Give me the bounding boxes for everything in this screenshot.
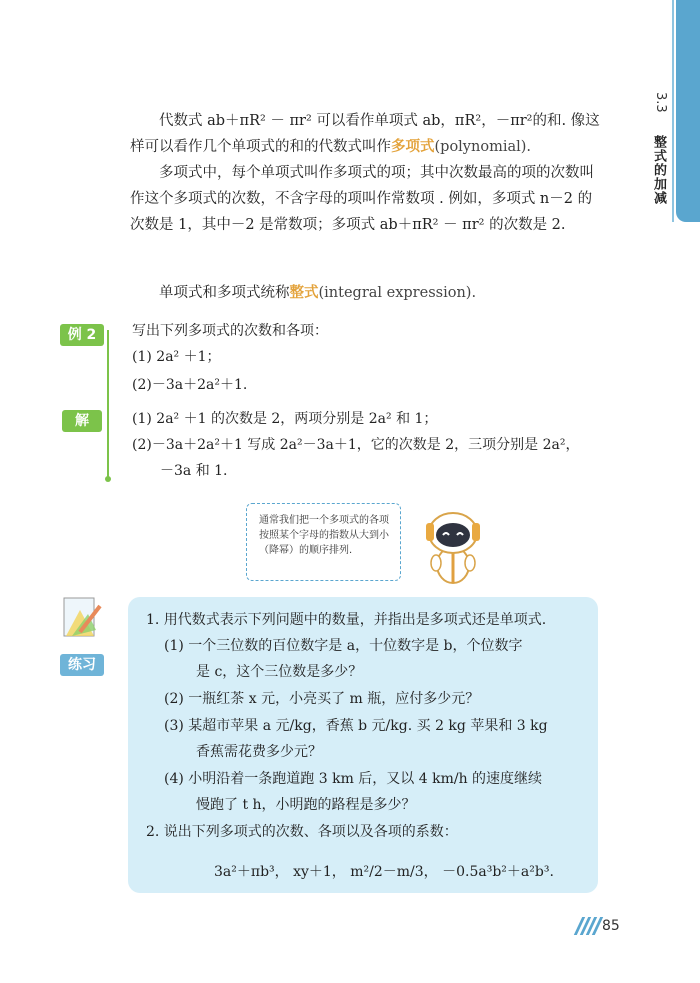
intro-p3-text: 单项式和多项式统称 [159, 285, 290, 301]
intro-paragraph-2: 多项式中，每个单项式叫作多项式的项；其中次数最高的项的次数叫作这个多项式的次数，不含字母的项叫作常数项 . 例如，多项式 n－2 的次数是 1，其中－2 是常数项；多项式 ab＋πR² － πr² 的次数是 2. [130, 165, 594, 233]
intro-paragraph-3 [130, 280, 600, 306]
exercise-q1-1a: (1) 一个三位数的百位数字是 a，十位数字是 b，个位数字 [164, 638, 523, 654]
term-polynomial-en: (polynomial). [434, 139, 532, 155]
exercise-q1-2: (2) 一瓶红茶 x 元，小亮买了 m 瓶，应付多少元？ [164, 691, 480, 707]
example-prompt: 写出下列多项式的次数和各项： [132, 323, 328, 339]
chapter-number: 3.3 [653, 92, 668, 113]
solution-line-1: (1) 2a² ＋1 的次数是 2，两项分别是 2a² 和 1； [132, 411, 438, 427]
term-integral-expression-en: (integral expression). [318, 285, 477, 301]
exercise-q1-3a: (3) 某超市苹果 a 元/kg，香蕉 b 元/kg. 买 2 kg 苹果和 3 kg [164, 718, 548, 734]
example-tag: 例 2 [60, 324, 104, 346]
term-integral-expression: 整式 [289, 285, 319, 301]
note-bubble: 通常我们把一个多项式的各项按照某个字母的指数从大到小（降幂）的顺序排列. [246, 503, 401, 581]
example-item-1: (1) 2a² ＋1； [132, 349, 221, 365]
robot-mascot-icon [412, 505, 494, 585]
page-number: 85 [602, 918, 620, 934]
chapter-title: 整式的加减 [651, 135, 666, 205]
exercise-pencil-icon [60, 592, 108, 644]
solution-tag: 解 [62, 410, 102, 432]
example-vertical-rule [107, 330, 109, 480]
solution-line-2: (2)－3a＋2a²＋1 写成 2a²－3a＋1，它的次数是 2，三项分别是 2a²， [132, 437, 580, 453]
term-polynomial: 多项式 [391, 139, 435, 155]
exercise-q2-expression: 3a²＋πb³， xy＋1， m²/2－m/3， －0.5a³b²＋a²b³. [214, 864, 554, 880]
solution-line-3: －3a 和 1. [160, 463, 228, 479]
exercise-q1-3b: 香蕉需花费多少元？ [196, 744, 322, 760]
exercise-tag: 练习 [60, 654, 104, 676]
intro-paragraph-1 [130, 108, 600, 160]
exercise-q2: 2. 说出下列多项式的次数、各项以及各项的系数： [146, 824, 458, 840]
exercise-q1-4a: (4) 小明沿着一条跑道跑 3 km 后，又以 4 km/h 的速度继续 [164, 771, 543, 787]
intro-p1-text: 代数式 ab＋πR² － πr² 可以看作单项式 ab，πR²，－πr²的和. 像这样可以看作几个单项式的和的代数式叫作 [130, 113, 600, 155]
example-item-2: (2)－3a＋2a²＋1. [132, 377, 248, 393]
exercise-q1-4b: 慢跑了 t h，小明跑的路程是多少？ [196, 797, 416, 813]
exercise-q1: 1. 用代数式表示下列问题中的数量，并指出是多项式还是单项式. [146, 612, 547, 628]
chapter-side-tab [676, 0, 700, 222]
example-rule-end-dot [105, 476, 111, 482]
side-divider [672, 0, 674, 222]
exercise-q1-1b: 是 c，这个三位数是多少？ [196, 664, 363, 680]
